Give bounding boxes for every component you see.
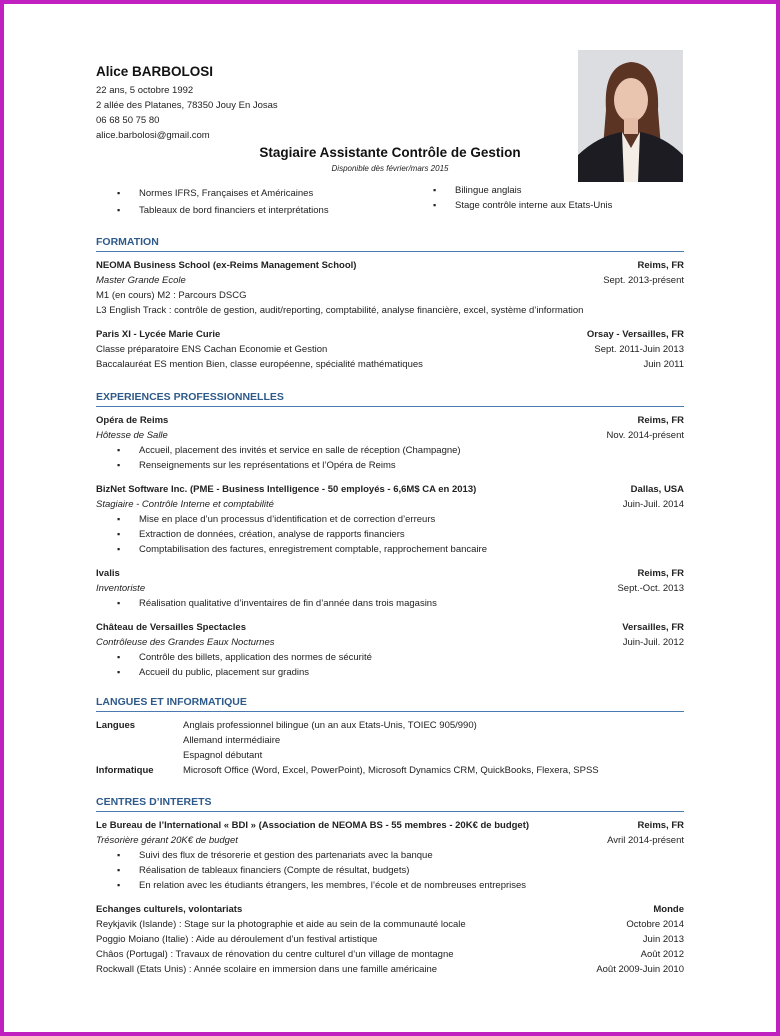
dates: Avril 2014-présent: [607, 835, 684, 846]
dates: Juin 2011: [643, 359, 684, 370]
school-name: NEOMA Business School (ex-Reims Management School): [96, 260, 357, 271]
role: Contrôleuse des Grandes Eaux Nocturnes: [96, 637, 275, 648]
city: Dallas, USA: [630, 484, 684, 495]
company: Opéra de Reims: [96, 415, 169, 426]
role: Trésorière gérant 20K€ de budget: [96, 835, 238, 846]
interests-section: [96, 796, 684, 977]
section-title: FORMATION: [96, 236, 684, 252]
phone: 06 68 50 75 80: [96, 115, 160, 126]
it-line: Microsoft Office (Word, Excel, PowerPoint), Microsoft Dynamics CRM, QuickBooks, Flexera, SPSS: [183, 765, 599, 776]
email: alice.barbolosi@gmail.com: [96, 130, 210, 141]
address: 2 allée des Platanes, 78350 Jouy En Josas: [96, 100, 278, 111]
program: Master Grande Ecole: [96, 275, 186, 286]
contact-block: [96, 83, 278, 143]
section-title: LANGUES ET INFORMATIQUE: [96, 696, 684, 712]
section-title: EXPERIENCES PROFESSIONNELLES: [96, 391, 684, 407]
bullet-item: ▪ Renseignements sur les représentations et l’Opéra de Reims: [96, 458, 684, 473]
language-line: Allemand intermédiaire: [183, 735, 281, 746]
exchange-date: Août 2012: [640, 949, 684, 960]
language-line: Espagnol débutant: [183, 750, 263, 761]
detail-line: Baccalauréat ES mention Bien, classe européenne, spécialité mathématiques: [96, 359, 423, 370]
role: Hôtesse de Salle: [96, 430, 168, 441]
company: BizNet Software Inc. (PME - Business Intelligence - 50 employés - 6,6M$ CA en 2013): [96, 484, 477, 495]
dates: Sept. 2013-présent: [603, 275, 684, 286]
school-city: Orsay - Versailles, FR: [586, 329, 684, 340]
bullet-item: ▪ Accueil, placement des invités et service en salle de réception (Champagne): [96, 443, 684, 458]
exchange-item: Rockwall (Etats Unis) : Année scolaire en immersion dans une famille américaine: [96, 964, 438, 975]
city: Reims, FR: [637, 820, 684, 831]
school-name: Paris XI - Lycée Marie Curie: [96, 329, 221, 340]
bullet-item: ▪ Mise en place d’un processus d’identification et de correction d’erreurs: [96, 512, 684, 527]
dates: Sept. 2011-Juin 2013: [594, 344, 684, 355]
city: Reims, FR: [637, 568, 684, 579]
dates: Juin-Juil. 2012: [622, 637, 684, 648]
language-line: Anglais professionnel bilingue (un an aux Etats-Unis, TOIEC 905/990): [183, 720, 477, 731]
detail-line: M1 (en cours) M2 : Parcours DSCG: [96, 290, 247, 301]
company: Château de Versailles Spectacles: [96, 622, 246, 633]
detail-line: L3 English Track : contrôle de gestion, audit/reporting, comptabilité, analyse financière, excel, système d’information: [96, 305, 584, 316]
bullet-item: ▪ Suivi des flux de trésorerie et gestion des partenariats avec la banque: [96, 848, 684, 863]
it-label: Informatique: [96, 765, 154, 776]
job-title: Stagiaire Assistante Contrôle de Gestion: [259, 145, 521, 160]
languages-label: Langues: [96, 720, 136, 731]
section-title: CENTRES D’INTERETS: [96, 796, 684, 812]
company: Ivalis: [96, 568, 120, 579]
organization: Le Bureau de l’International « BDI » (Association de NEOMA BS - 55 membres - 20K€ de budget): [96, 820, 530, 831]
dates: Nov. 2014-présent: [606, 430, 684, 441]
availability: Disponible dès février/mars 2015: [331, 164, 449, 173]
dates: Sept.-Oct. 2013: [617, 583, 684, 594]
bullet-item: ▪ Accueil du public, placement sur gradins: [96, 665, 684, 680]
experience-section: [96, 391, 684, 680]
skill-item: ▪ Bilingue anglais: [412, 183, 672, 198]
profile-photo: [578, 50, 683, 182]
formation-section: [96, 236, 684, 372]
bullet-item: ▪ En relation avec les étudiants étrangers, les membres, l’école et de nombreuses entreprises: [96, 878, 684, 893]
exchange-date: Août 2009-Juin 2010: [596, 964, 684, 975]
exchange-item: Poggio Moiano (Italie) : Aide au déroulement d’un festival artistique: [96, 934, 378, 945]
skills-left: [96, 185, 416, 219]
exchange-date: Juin 2013: [642, 934, 684, 945]
bullet-item: ▪ Contrôle des billets, application des normes de sécurité: [96, 650, 684, 665]
exchange-item: Reykjavik (Islande) : Stage sur la photographie et aide au sein de la communauté locale: [96, 919, 466, 930]
role: Stagiaire - Contrôle Interne et comptabilité: [96, 499, 274, 510]
exchange-item: Châos (Portugal) : Travaux de rénovation du centre culturel d’un village de montagne: [96, 949, 454, 960]
skills-right: [412, 183, 672, 213]
exchange-date: Octobre 2014: [626, 919, 684, 930]
languages-section: [96, 696, 684, 778]
skill-item: ▪ Normes IFRS, Françaises et Américaines: [96, 185, 416, 202]
role: Inventoriste: [96, 583, 146, 594]
school-city: Reims, FR: [637, 260, 684, 271]
bullet-item: ▪ Extraction de données, création, analyse de rapports financiers: [96, 527, 684, 542]
city: Versailles, FR: [622, 622, 684, 633]
bullet-item: ▪ Réalisation de tableaux financiers (Compte de résultat, budgets): [96, 863, 684, 878]
detail-line: Classe préparatoire ENS Cachan Economie et Gestion: [96, 344, 328, 355]
bullet-item: ▪ Réalisation qualitative d’inventaires de fin d’année dans trois magasins: [96, 596, 684, 611]
age-birth: 22 ans, 5 octobre 1992: [96, 85, 194, 96]
dates: Juin-Juil. 2014: [622, 499, 684, 510]
bullet-item: ▪ Comptabilisation des factures, enregistrement comptable, rapprochement bancaire: [96, 542, 684, 557]
skill-item: ▪ Tableaux de bord financiers et interprétations: [96, 202, 416, 219]
city: Reims, FR: [637, 415, 684, 426]
exchanges-title: Echanges culturels, volontariats: [96, 904, 243, 915]
exchanges-location: Monde: [653, 904, 684, 915]
candidate-name: Alice BARBOLOSI: [96, 64, 214, 79]
skill-item: ▪ Stage contrôle interne aux Etats-Unis: [412, 198, 672, 213]
